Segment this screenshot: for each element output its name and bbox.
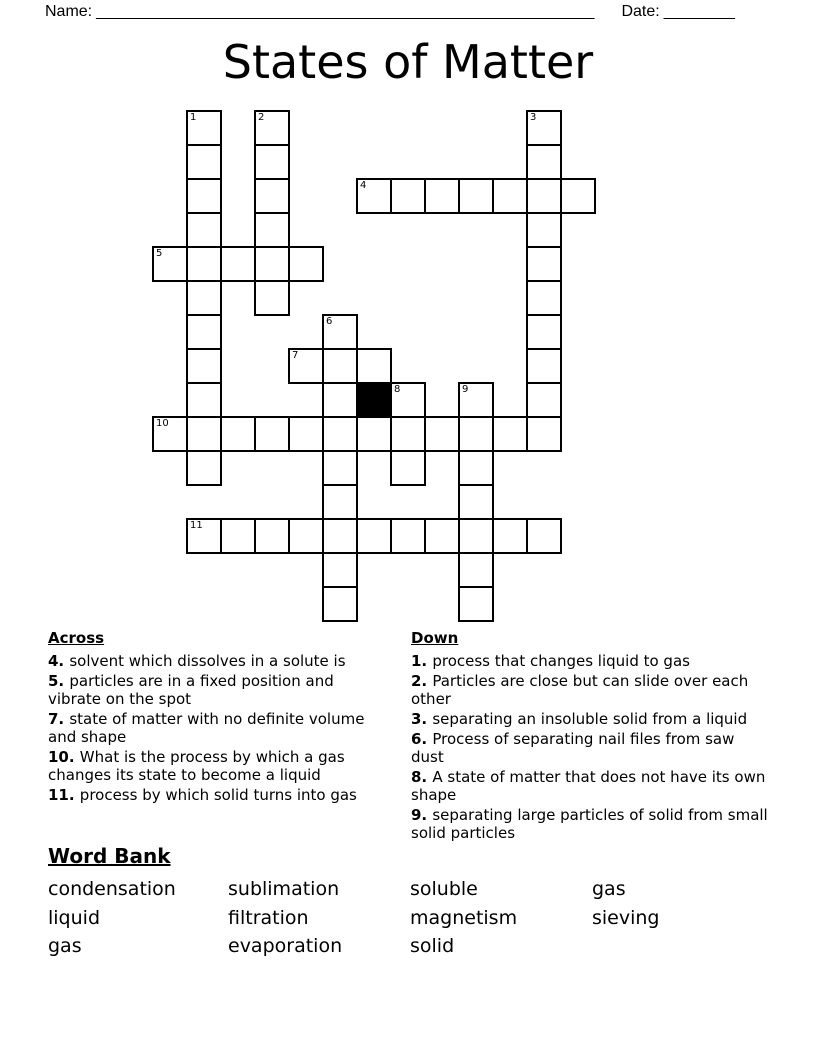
answer-cell [322, 382, 358, 418]
answer-cell [186, 280, 222, 316]
answer-cell [288, 348, 324, 384]
answer-cell [322, 552, 358, 588]
answer-cell [492, 178, 528, 214]
word-bank-header: Word Bank [48, 844, 171, 868]
blocked-cell [356, 382, 392, 418]
date-blank-line: ________ [663, 3, 735, 20]
word-bank-word: liquid [48, 906, 100, 929]
word-bank-word: sieving [592, 906, 660, 929]
answer-cell [356, 348, 392, 384]
answer-cell [526, 212, 562, 248]
down-clues-section [411, 629, 771, 844]
answer-cell [458, 382, 494, 418]
answer-cell [356, 416, 392, 452]
answer-cell [220, 246, 256, 282]
down-clue-8: 8. A state of matter that does not have its own shape [411, 768, 766, 804]
across-clue-10: 10. What is the process by which a gas changes its state to become a liquid [48, 748, 345, 784]
word-bank-word: evaporation [228, 935, 343, 957]
across-header: Across [48, 629, 105, 647]
down-clue-1: 1. process that changes liquid to gas [411, 652, 690, 670]
answer-cell [186, 178, 222, 214]
answer-cell [322, 314, 358, 350]
clue-number: 6 [326, 316, 333, 327]
answer-cell [186, 450, 222, 486]
down-clue-2: 2. Particles are close but can slide over each other [411, 672, 749, 708]
answer-cell [186, 314, 222, 350]
answer-cell [458, 586, 494, 622]
word-bank-columns [48, 875, 768, 970]
crossword-grid [152, 110, 596, 622]
answer-cell [322, 484, 358, 520]
answer-cell [152, 416, 188, 452]
across-clue-4: 4. solvent which dissolves in a solute is [48, 652, 346, 670]
answer-cell [526, 144, 562, 180]
answer-cell [424, 518, 460, 554]
clue-number: 5 [156, 248, 163, 259]
across-clue-list [48, 652, 386, 804]
answer-cell [390, 382, 426, 418]
answer-cell [526, 246, 562, 282]
word-bank-word: sublimation [228, 878, 340, 900]
clue-number: 4 [360, 180, 367, 191]
date-label: Date: [621, 3, 660, 20]
answer-cell [186, 212, 222, 248]
answer-cell [390, 450, 426, 486]
answer-cell [560, 178, 596, 214]
answer-cell [492, 416, 528, 452]
word-bank-word: solid [410, 935, 455, 957]
name-label: Name: [45, 3, 93, 20]
answer-cell [390, 178, 426, 214]
answer-cell [424, 416, 460, 452]
answer-cell [390, 416, 426, 452]
word-bank-column [48, 875, 176, 961]
answer-cell [254, 280, 290, 316]
clue-number: 1 [190, 112, 197, 123]
word-bank-column [592, 875, 660, 932]
answer-cell [254, 246, 290, 282]
answer-cell [458, 484, 494, 520]
clue-number: 9 [462, 384, 469, 395]
answer-cell [322, 586, 358, 622]
word-bank-word: condensation [48, 878, 176, 900]
answer-cell [254, 110, 290, 146]
clue-number: 11 [190, 520, 203, 531]
answer-cell [526, 110, 562, 146]
answer-cell [458, 416, 494, 452]
answer-cell [526, 518, 562, 554]
answer-cell [186, 348, 222, 384]
down-clue-list [411, 652, 771, 842]
name-blank-line: ________________________________________________________ [96, 3, 595, 20]
across-clue-11: 11. process by which solid turns into gas [48, 786, 357, 804]
answer-cell [254, 518, 290, 554]
answer-cell [254, 416, 290, 452]
clue-number: 3 [530, 112, 537, 123]
word-bank-word: gas [592, 878, 626, 900]
answer-cell [322, 518, 358, 554]
answer-cell [186, 382, 222, 418]
answer-cell [526, 416, 562, 452]
answer-cell [458, 450, 494, 486]
answer-cell [322, 416, 358, 452]
answer-cell [322, 348, 358, 384]
down-header: Down [411, 629, 459, 647]
word-bank-column [228, 875, 342, 961]
word-bank-word: gas [48, 935, 82, 957]
down-clue-3: 3. separating an insoluble solid from a liquid [411, 710, 748, 728]
clue-number: 7 [292, 350, 299, 361]
answer-cell [186, 110, 222, 146]
answer-cell [186, 416, 222, 452]
answer-cell [458, 552, 494, 588]
answer-cell [526, 382, 562, 418]
name-date-row [45, 3, 735, 21]
clue-number: 8 [394, 384, 401, 395]
answer-cell [424, 178, 460, 214]
answer-cell [526, 314, 562, 350]
answer-cell [254, 178, 290, 214]
answer-cell [526, 348, 562, 384]
answer-cell [220, 518, 256, 554]
answer-cell [288, 416, 324, 452]
answer-cell [186, 144, 222, 180]
word-bank-word: soluble [410, 878, 478, 900]
answer-cell [152, 246, 188, 282]
word-bank-word: filtration [228, 906, 309, 929]
word-bank-section [48, 844, 768, 970]
answer-cell [458, 178, 494, 214]
answer-cell [322, 450, 358, 486]
across-clue-7: 7. state of matter with no definite volume and shape [48, 710, 365, 746]
word-bank-word: magnetism [410, 906, 518, 929]
answer-cell [288, 518, 324, 554]
answer-cell [254, 144, 290, 180]
answer-cell [288, 246, 324, 282]
across-clues-section [48, 629, 386, 806]
page-title: States of Matter [222, 35, 594, 89]
answer-cell [254, 212, 290, 248]
answer-cell [220, 416, 256, 452]
down-clue-6: 6. Process of separating nail files from saw dust [411, 730, 735, 766]
answer-cell [390, 518, 426, 554]
answer-cell [458, 518, 494, 554]
answer-cell [526, 280, 562, 316]
word-bank-column [410, 875, 517, 961]
clue-number: 10 [156, 418, 169, 429]
answer-cell [356, 518, 392, 554]
answer-cell [492, 518, 528, 554]
down-clue-9: 9. separating large particles of solid from small solid particles [411, 806, 768, 842]
answer-cell [526, 178, 562, 214]
answer-cell [186, 246, 222, 282]
across-clue-5: 5. particles are in a fixed position and vibrate on the spot [48, 672, 334, 708]
answer-cell [356, 178, 392, 214]
answer-cell [186, 518, 222, 554]
clue-number: 2 [258, 112, 265, 123]
